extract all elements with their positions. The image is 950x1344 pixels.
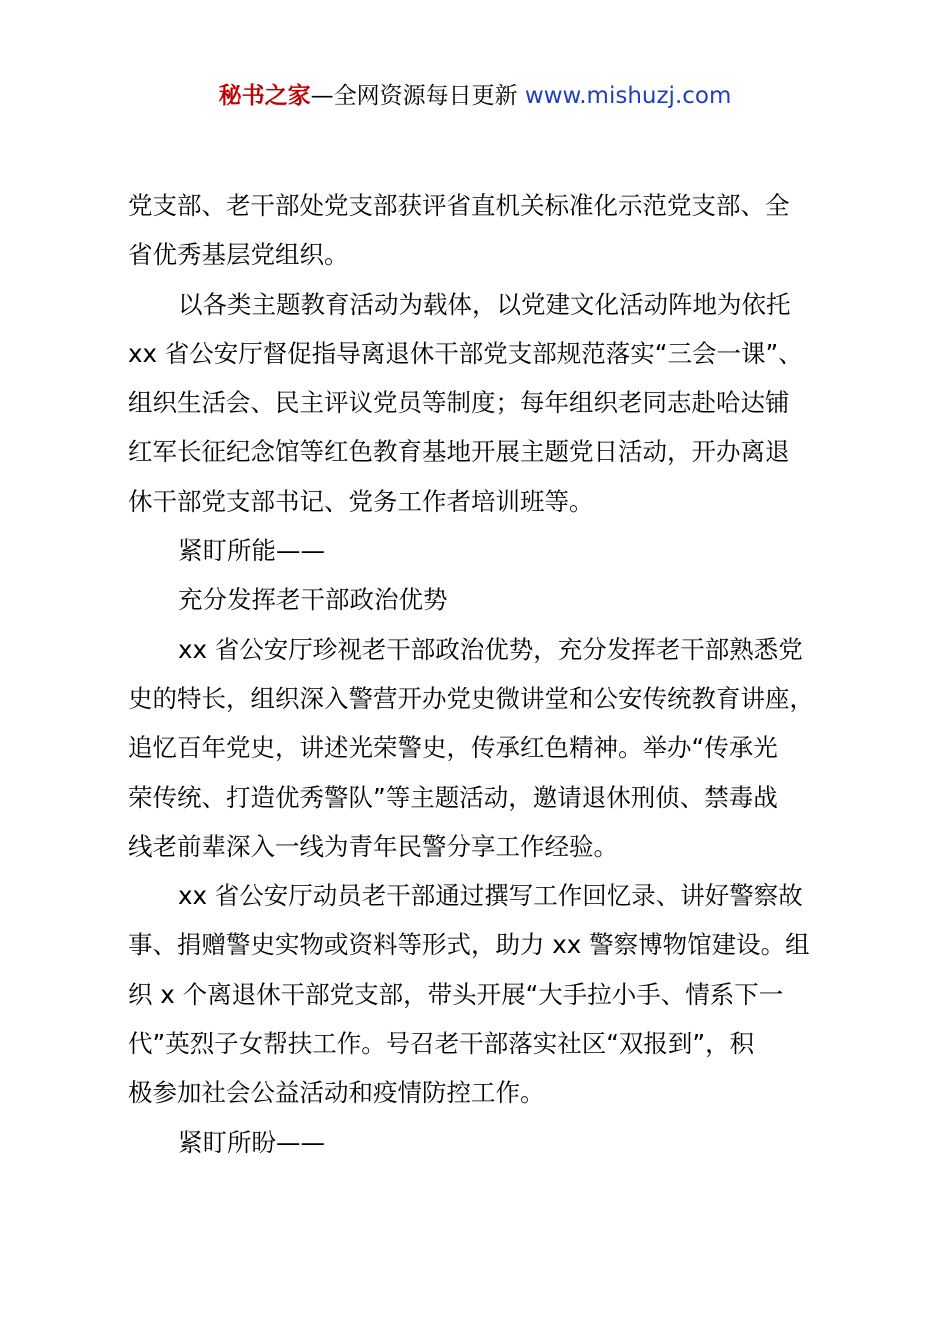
body-line: 省优秀基层党组织。 xyxy=(128,240,349,270)
brand-name: 秘书之家 xyxy=(218,83,311,109)
paragraph-start-line: xx 省公安厅珍视老干部政治优势，充分发挥老干部熟悉党 xyxy=(178,634,803,664)
paragraph-start-line: xx 省公安厅动员老干部通过撰写工作回忆录、讲好警察故 xyxy=(178,881,803,911)
section-heading-line: 紧盯所盼—— xyxy=(178,1127,325,1157)
paragraph-start-line: 以各类主题教育活动为载体，以党建文化活动阵地为依托 xyxy=(178,289,791,319)
body-line: xx 省公安厅督促指导离退休干部党支部规范落实“三会一课”、 xyxy=(128,338,803,368)
body-line: 荣传统、打造优秀警队”等主题活动，邀请退休刑侦、禁毒战 xyxy=(128,782,778,812)
body-line: 休干部党支部书记、党务工作者培训班等。 xyxy=(128,486,594,516)
body-line: 织 x 个离退休干部党支部，带头开展“大手拉小手、情系下一 xyxy=(128,979,784,1009)
body-line: 组织生活会、民主评议党员等制度；每年组织老同志赴哈达铺 xyxy=(128,388,790,418)
section-subheading-line: 充分发挥老干部政治优势 xyxy=(178,585,448,615)
page-header xyxy=(0,80,950,112)
body-line: 追忆百年党史，讲述光荣警史，传承红色精神。举办“传承光 xyxy=(128,733,778,763)
body-line: 事、捐赠警史实物或资料等形式，助力 xx 警察博物馆建设。组 xyxy=(128,930,810,960)
site-url-link[interactable]: www.mishuzj.com xyxy=(524,83,732,109)
body-line: 线老前辈深入一线为青年民警分享工作经验。 xyxy=(128,831,618,861)
body-line: 史的特长，组织深入警营开办党史微讲堂和公安传统教育讲座， xyxy=(128,683,814,713)
document-body xyxy=(128,181,836,1167)
section-heading-line: 紧盯所能—— xyxy=(178,536,325,566)
header-tagline: —全网资源每日更新 xyxy=(310,83,518,109)
body-line: 代”英烈子女帮扶工作。号召老干部落实社区“双报到”，积 xyxy=(128,1029,755,1059)
body-line: 极参加社会公益活动和疫情防控工作。 xyxy=(128,1078,545,1108)
body-line: 党支部、老干部处党支部获评省直机关标准化示范党支部、全 xyxy=(128,191,790,220)
body-line: 红军长征纪念馆等红色教育基地开展主题党日活动，开办离退 xyxy=(128,437,790,467)
